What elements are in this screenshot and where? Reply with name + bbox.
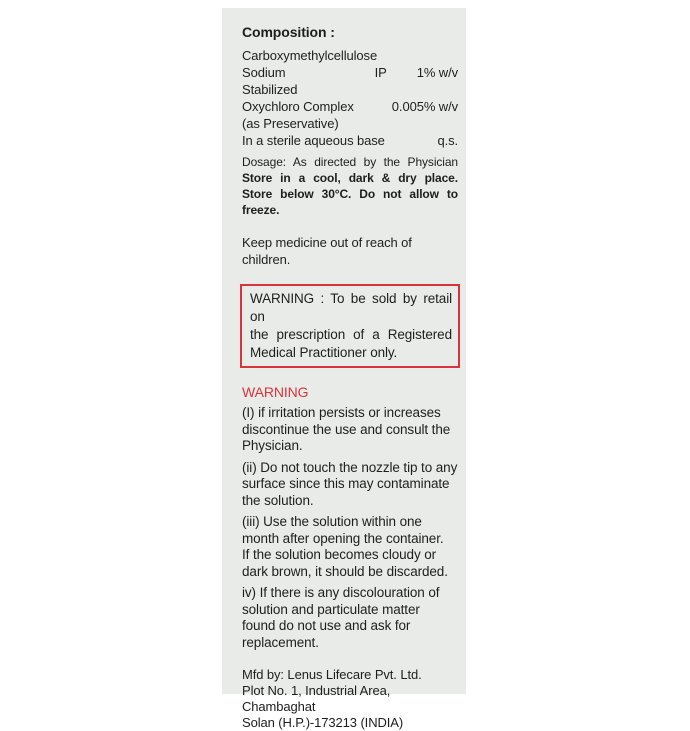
composition-amount: 0.005% w/v [391, 99, 458, 114]
warning-text: month after opening the container. [242, 530, 444, 546]
warning-text: iv) If there is any discolouration of [242, 585, 440, 600]
warnings-heading: WARNING [242, 384, 309, 400]
warning-text: surface since this may contaminate [242, 476, 450, 491]
warning-text: replacement. [242, 634, 319, 650]
composition-line: Stabilized [242, 82, 298, 97]
warning-text: (iii) Use the solution within one [242, 514, 422, 529]
warning-item-1 [242, 405, 458, 455]
warning-item-4 [242, 585, 458, 651]
warning-text: (I) if irritation persists or increases [242, 405, 441, 420]
composition-line: Carboxymethylcellulose [242, 48, 378, 63]
composition-row-oxychloro [242, 98, 458, 115]
dosage-line: Dosage: As directed by the Physician [242, 155, 458, 169]
composition-line: (as Preservative) [242, 116, 339, 131]
composition-name: In a sterile aqueous base [242, 133, 385, 148]
warning-text: found do not use and ask for [242, 618, 411, 633]
keep-away-notice: Keep medicine out of reach of children. [242, 235, 412, 267]
warning-box [240, 284, 460, 368]
composition-grade: IP [374, 65, 387, 80]
composition-row-base [242, 132, 458, 149]
manufacturer-line: Solan (H.P.)-173213 (INDIA) [242, 715, 404, 730]
warning-box-line: Medical Practitioner only. [250, 345, 398, 360]
composition-row-sodium [242, 64, 458, 81]
storage-temp-line: Store below 30°C. Do not allow to freeze. [242, 187, 458, 217]
composition-name: Sodium [242, 65, 286, 80]
manufacturer-block [242, 667, 458, 731]
composition-amount: q.s. [437, 133, 458, 148]
warning-text: Physician. [242, 438, 303, 453]
storage-line: Store in a cool, dark & dry place. [242, 171, 458, 185]
warning-text: If the solution becomes cloudy or [242, 547, 437, 562]
warning-box-line: WARNING : To be sold by retail on [250, 291, 452, 324]
warning-text: dark brown, it should be discarded. [242, 563, 448, 579]
warning-item-2 [242, 460, 458, 510]
warning-text: (ii) Do not touch the nozzle tip to any [242, 459, 458, 475]
warning-text: solution and particulate matter [242, 601, 420, 617]
warning-text: the solution. [242, 492, 314, 508]
composition-heading: Composition : [242, 24, 335, 40]
label-content [242, 24, 458, 731]
manufacturer-line: Mfd by: Lenus Lifecare Pvt. Ltd. [242, 667, 422, 682]
warning-box-line: the prescription of a Registered [250, 327, 452, 342]
composition-name: Oxychloro Complex [242, 99, 354, 114]
composition-amount: 1% w/v [416, 65, 458, 80]
manufacturer-line: Plot No. 1, Industrial Area, Chambaghat [242, 683, 391, 714]
warning-item-3 [242, 514, 458, 580]
warning-text: discontinue the use and consult the [242, 421, 451, 437]
